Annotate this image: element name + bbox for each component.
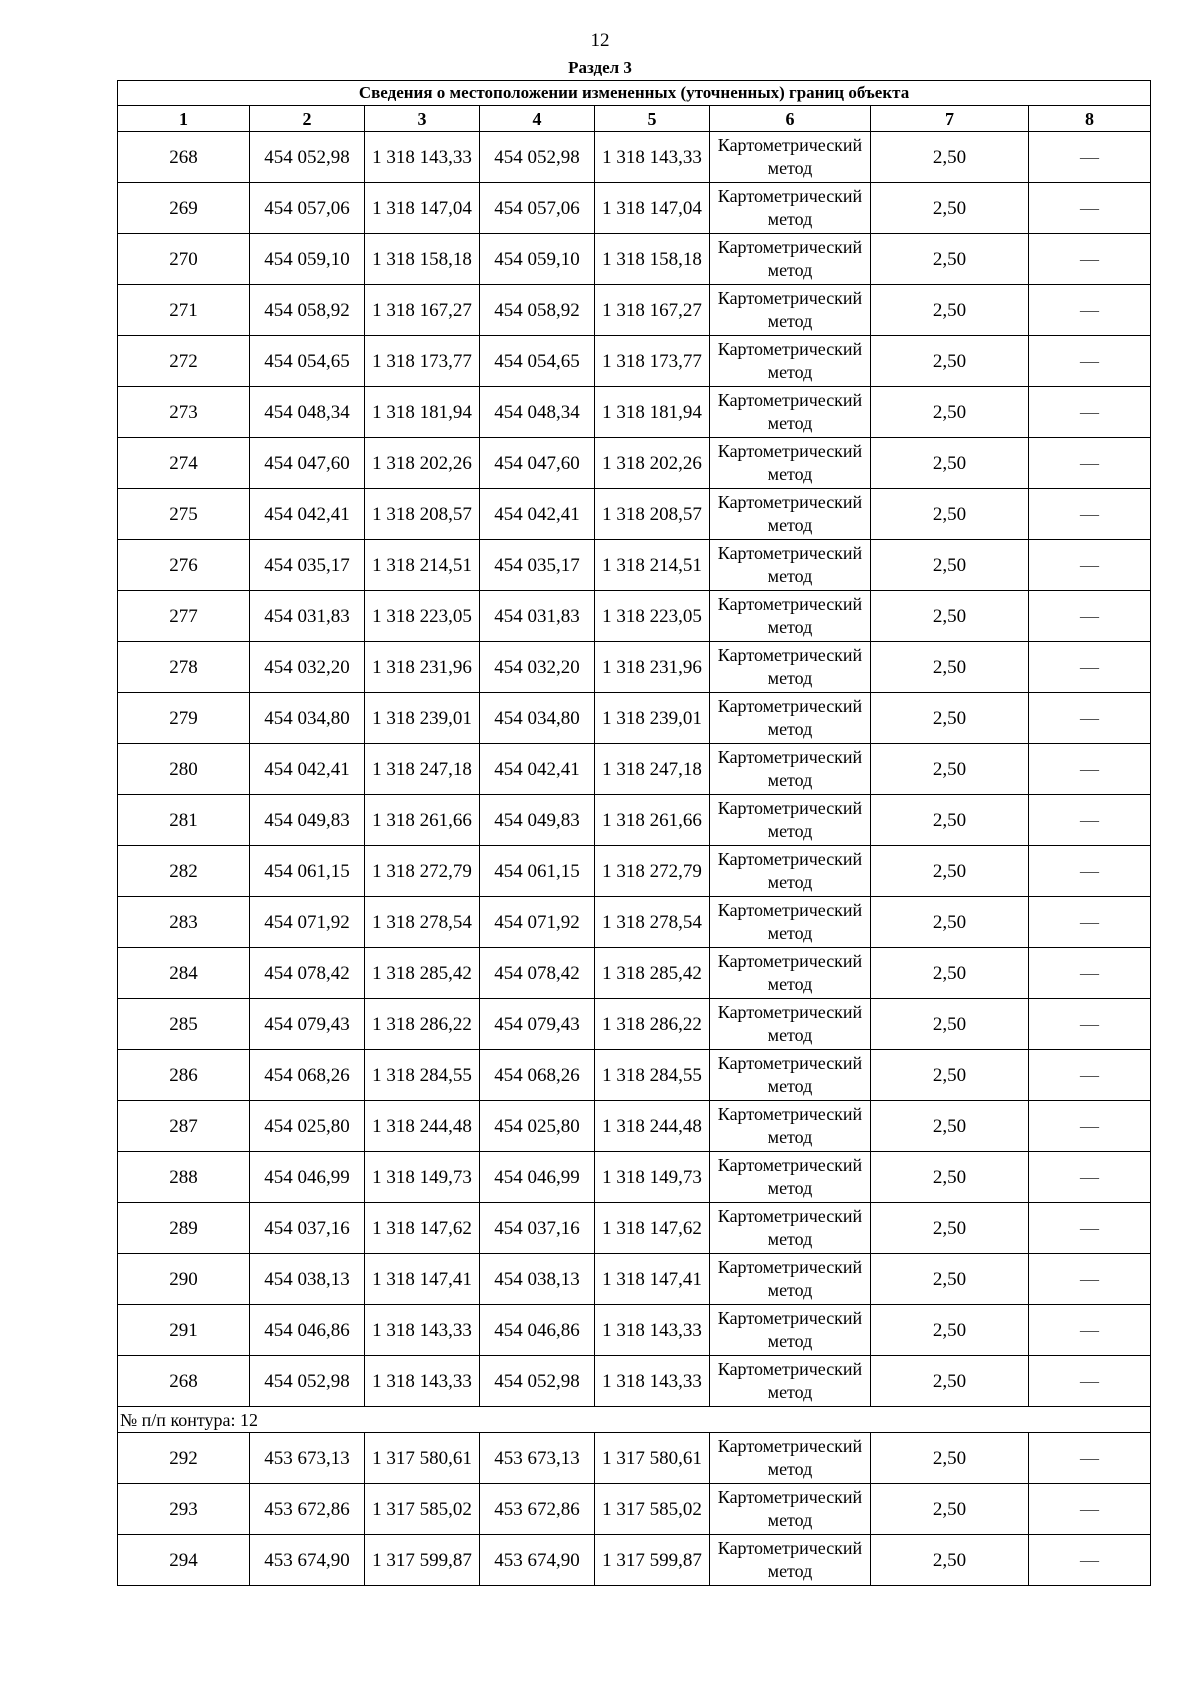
point-number-cell: 289	[118, 1203, 250, 1254]
coordinates-table	[117, 80, 1151, 1586]
existing-y-cell: 1 318 284,55	[365, 1050, 480, 1101]
existing-y-cell: 1 318 272,79	[365, 846, 480, 897]
existing-x-cell: 453 673,13	[250, 1433, 365, 1484]
refined-y-cell: 1 318 167,27	[595, 285, 710, 336]
refined-x-cell: 454 037,16	[480, 1203, 595, 1254]
refined-x-cell: 454 038,13	[480, 1254, 595, 1305]
refined-x-cell: 454 057,06	[480, 183, 595, 234]
table-row	[118, 897, 1151, 948]
description-cell: —	[1029, 438, 1151, 489]
refined-y-cell: 1 318 143,33	[595, 1356, 710, 1407]
description-cell: —	[1029, 1050, 1151, 1101]
existing-y-cell: 1 318 181,94	[365, 387, 480, 438]
point-number-cell: 270	[118, 234, 250, 285]
refined-y-cell: 1 318 286,22	[595, 999, 710, 1050]
existing-x-cell: 454 049,83	[250, 795, 365, 846]
existing-x-cell: 454 047,60	[250, 438, 365, 489]
refined-x-cell: 454 059,10	[480, 234, 595, 285]
table-row	[118, 1050, 1151, 1101]
point-number-cell: 291	[118, 1305, 250, 1356]
point-number-cell: 268	[118, 132, 250, 183]
existing-y-cell: 1 318 239,01	[365, 693, 480, 744]
refined-x-cell: 454 031,83	[480, 591, 595, 642]
existing-x-cell: 454 052,98	[250, 1356, 365, 1407]
refined-x-cell: 454 071,92	[480, 897, 595, 948]
table-body	[118, 132, 1151, 1586]
existing-y-cell: 1 318 143,33	[365, 1305, 480, 1356]
refined-x-cell: 453 673,13	[480, 1433, 595, 1484]
refined-y-cell: 1 318 143,33	[595, 1305, 710, 1356]
accuracy-cell: 2,50	[871, 591, 1029, 642]
description-cell: —	[1029, 591, 1151, 642]
existing-y-cell: 1 317 585,02	[365, 1484, 480, 1535]
table-row	[118, 285, 1151, 336]
accuracy-cell: 2,50	[871, 999, 1029, 1050]
description-cell: —	[1029, 1484, 1151, 1535]
table-row	[118, 1305, 1151, 1356]
table-row	[118, 1203, 1151, 1254]
point-number-cell: 280	[118, 744, 250, 795]
existing-x-cell: 454 078,42	[250, 948, 365, 999]
refined-y-cell: 1 318 223,05	[595, 591, 710, 642]
refined-y-cell: 1 318 261,66	[595, 795, 710, 846]
existing-y-cell: 1 318 244,48	[365, 1101, 480, 1152]
existing-y-cell: 1 318 147,04	[365, 183, 480, 234]
table-row	[118, 489, 1151, 540]
accuracy-cell: 2,50	[871, 1535, 1029, 1586]
accuracy-cell: 2,50	[871, 897, 1029, 948]
existing-y-cell: 1 318 208,57	[365, 489, 480, 540]
method-cell: Картометрический метод	[710, 285, 871, 336]
refined-y-cell: 1 318 147,41	[595, 1254, 710, 1305]
existing-x-cell: 454 068,26	[250, 1050, 365, 1101]
existing-y-cell: 1 318 278,54	[365, 897, 480, 948]
point-number-cell: 275	[118, 489, 250, 540]
point-number-cell: 287	[118, 1101, 250, 1152]
point-number-cell: 277	[118, 591, 250, 642]
accuracy-cell: 2,50	[871, 1050, 1029, 1101]
point-number-cell: 285	[118, 999, 250, 1050]
refined-x-cell: 454 046,86	[480, 1305, 595, 1356]
existing-x-cell: 454 031,83	[250, 591, 365, 642]
refined-y-cell: 1 318 147,62	[595, 1203, 710, 1254]
point-number-cell: 279	[118, 693, 250, 744]
refined-y-cell: 1 318 285,42	[595, 948, 710, 999]
refined-y-cell: 1 318 173,77	[595, 336, 710, 387]
existing-y-cell: 1 318 223,05	[365, 591, 480, 642]
refined-y-cell: 1 318 239,01	[595, 693, 710, 744]
existing-x-cell: 454 032,20	[250, 642, 365, 693]
description-cell: —	[1029, 285, 1151, 336]
accuracy-cell: 2,50	[871, 132, 1029, 183]
existing-x-cell: 454 058,92	[250, 285, 365, 336]
refined-x-cell: 454 079,43	[480, 999, 595, 1050]
method-cell: Картометрический метод	[710, 846, 871, 897]
accuracy-cell: 2,50	[871, 285, 1029, 336]
column-number: 7	[871, 106, 1029, 132]
accuracy-cell: 2,50	[871, 336, 1029, 387]
accuracy-cell: 2,50	[871, 1484, 1029, 1535]
point-number-cell: 294	[118, 1535, 250, 1586]
refined-y-cell: 1 318 147,04	[595, 183, 710, 234]
page-number: 12	[590, 30, 610, 51]
point-number-cell: 284	[118, 948, 250, 999]
table-row	[118, 336, 1151, 387]
column-number: 1	[118, 106, 250, 132]
point-number-cell: 286	[118, 1050, 250, 1101]
table-row	[118, 234, 1151, 285]
description-cell: —	[1029, 1101, 1151, 1152]
refined-y-cell: 1 318 143,33	[595, 132, 710, 183]
description-cell: —	[1029, 948, 1151, 999]
table-row	[118, 642, 1151, 693]
accuracy-cell: 2,50	[871, 489, 1029, 540]
point-number-cell: 269	[118, 183, 250, 234]
refined-x-cell: 454 035,17	[480, 540, 595, 591]
method-cell: Картометрический метод	[710, 744, 871, 795]
method-cell: Картометрический метод	[710, 948, 871, 999]
method-cell: Картометрический метод	[710, 591, 871, 642]
point-number-cell: 271	[118, 285, 250, 336]
table-row	[118, 948, 1151, 999]
refined-x-cell: 454 052,98	[480, 1356, 595, 1407]
existing-x-cell: 454 057,06	[250, 183, 365, 234]
refined-x-cell: 453 672,86	[480, 1484, 595, 1535]
description-cell: —	[1029, 1203, 1151, 1254]
existing-y-cell: 1 318 285,42	[365, 948, 480, 999]
description-cell: —	[1029, 1433, 1151, 1484]
description-cell: —	[1029, 489, 1151, 540]
existing-x-cell: 454 037,16	[250, 1203, 365, 1254]
table-caption: Сведения о местоположении измененных (уточненных) границ объекта	[118, 81, 1151, 106]
refined-x-cell: 454 046,99	[480, 1152, 595, 1203]
method-cell: Картометрический метод	[710, 540, 871, 591]
table-row	[118, 132, 1151, 183]
existing-y-cell: 1 317 599,87	[365, 1535, 480, 1586]
accuracy-cell: 2,50	[871, 387, 1029, 438]
refined-y-cell: 1 318 272,79	[595, 846, 710, 897]
refined-x-cell: 454 034,80	[480, 693, 595, 744]
accuracy-cell: 2,50	[871, 1152, 1029, 1203]
refined-x-cell: 454 078,42	[480, 948, 595, 999]
method-cell: Картометрический метод	[710, 1356, 871, 1407]
column-number: 2	[250, 106, 365, 132]
accuracy-cell: 2,50	[871, 1203, 1029, 1254]
accuracy-cell: 2,50	[871, 438, 1029, 489]
method-cell: Картометрический метод	[710, 1152, 871, 1203]
point-number-cell: 272	[118, 336, 250, 387]
existing-x-cell: 454 059,10	[250, 234, 365, 285]
existing-x-cell: 454 061,15	[250, 846, 365, 897]
method-cell: Картометрический метод	[710, 1254, 871, 1305]
point-number-cell: 276	[118, 540, 250, 591]
table-row	[118, 744, 1151, 795]
method-cell: Картометрический метод	[710, 1050, 871, 1101]
accuracy-cell: 2,50	[871, 642, 1029, 693]
method-cell: Картометрический метод	[710, 1101, 871, 1152]
refined-x-cell: 454 052,98	[480, 132, 595, 183]
point-number-cell: 293	[118, 1484, 250, 1535]
method-cell: Картометрический метод	[710, 897, 871, 948]
refined-y-cell: 1 318 149,73	[595, 1152, 710, 1203]
refined-y-cell: 1 318 214,51	[595, 540, 710, 591]
refined-x-cell: 454 058,92	[480, 285, 595, 336]
accuracy-cell: 2,50	[871, 744, 1029, 795]
refined-x-cell: 454 047,60	[480, 438, 595, 489]
refined-y-cell: 1 318 202,26	[595, 438, 710, 489]
table-row	[118, 438, 1151, 489]
description-cell: —	[1029, 999, 1151, 1050]
point-number-cell: 273	[118, 387, 250, 438]
method-cell: Картометрический метод	[710, 336, 871, 387]
existing-y-cell: 1 318 143,33	[365, 1356, 480, 1407]
point-number-cell: 278	[118, 642, 250, 693]
point-number-cell: 290	[118, 1254, 250, 1305]
refined-y-cell: 1 318 231,96	[595, 642, 710, 693]
point-number-cell: 274	[118, 438, 250, 489]
description-cell: —	[1029, 795, 1151, 846]
description-cell: —	[1029, 897, 1151, 948]
existing-x-cell: 454 035,17	[250, 540, 365, 591]
existing-x-cell: 454 054,65	[250, 336, 365, 387]
existing-y-cell: 1 318 173,77	[365, 336, 480, 387]
description-cell: —	[1029, 1305, 1151, 1356]
existing-x-cell: 454 042,41	[250, 744, 365, 795]
existing-y-cell: 1 318 202,26	[365, 438, 480, 489]
method-cell: Картометрический метод	[710, 1484, 871, 1535]
accuracy-cell: 2,50	[871, 234, 1029, 285]
existing-x-cell: 453 674,90	[250, 1535, 365, 1586]
refined-y-cell: 1 317 599,87	[595, 1535, 710, 1586]
column-number: 4	[480, 106, 595, 132]
existing-y-cell: 1 317 580,61	[365, 1433, 480, 1484]
description-cell: —	[1029, 540, 1151, 591]
accuracy-cell: 2,50	[871, 540, 1029, 591]
existing-x-cell: 454 046,86	[250, 1305, 365, 1356]
point-number-cell: 288	[118, 1152, 250, 1203]
column-number: 3	[365, 106, 480, 132]
table-row	[118, 1535, 1151, 1586]
refined-y-cell: 1 318 208,57	[595, 489, 710, 540]
method-cell: Картометрический метод	[710, 795, 871, 846]
method-cell: Картометрический метод	[710, 234, 871, 285]
method-cell: Картометрический метод	[710, 132, 871, 183]
existing-y-cell: 1 318 261,66	[365, 795, 480, 846]
description-cell: —	[1029, 642, 1151, 693]
refined-y-cell: 1 318 244,48	[595, 1101, 710, 1152]
description-cell: —	[1029, 132, 1151, 183]
refined-x-cell: 453 674,90	[480, 1535, 595, 1586]
description-cell: —	[1029, 693, 1151, 744]
table-row	[118, 1254, 1151, 1305]
accuracy-cell: 2,50	[871, 693, 1029, 744]
refined-x-cell: 454 032,20	[480, 642, 595, 693]
existing-y-cell: 1 318 158,18	[365, 234, 480, 285]
refined-y-cell: 1 318 181,94	[595, 387, 710, 438]
description-cell: —	[1029, 183, 1151, 234]
existing-x-cell: 454 079,43	[250, 999, 365, 1050]
description-cell: —	[1029, 846, 1151, 897]
description-cell: —	[1029, 336, 1151, 387]
point-number-cell: 282	[118, 846, 250, 897]
table-row	[118, 183, 1151, 234]
table-row	[118, 591, 1151, 642]
accuracy-cell: 2,50	[871, 1254, 1029, 1305]
contour-label: № п/п контура: 12	[118, 1407, 1151, 1433]
description-cell: —	[1029, 1152, 1151, 1203]
description-cell: —	[1029, 1254, 1151, 1305]
method-cell: Картометрический метод	[710, 693, 871, 744]
accuracy-cell: 2,50	[871, 1101, 1029, 1152]
table-row	[118, 693, 1151, 744]
refined-y-cell: 1 318 284,55	[595, 1050, 710, 1101]
existing-y-cell: 1 318 214,51	[365, 540, 480, 591]
existing-x-cell: 454 034,80	[250, 693, 365, 744]
description-cell: —	[1029, 387, 1151, 438]
refined-y-cell: 1 318 158,18	[595, 234, 710, 285]
existing-x-cell: 454 052,98	[250, 132, 365, 183]
accuracy-cell: 2,50	[871, 846, 1029, 897]
existing-x-cell: 454 071,92	[250, 897, 365, 948]
refined-x-cell: 454 068,26	[480, 1050, 595, 1101]
method-cell: Картометрический метод	[710, 183, 871, 234]
column-number: 6	[710, 106, 871, 132]
existing-y-cell: 1 318 143,33	[365, 132, 480, 183]
method-cell: Картометрический метод	[710, 1535, 871, 1586]
point-number-cell: 281	[118, 795, 250, 846]
accuracy-cell: 2,50	[871, 948, 1029, 999]
existing-y-cell: 1 318 167,27	[365, 285, 480, 336]
contour-label-row	[118, 1407, 1151, 1433]
existing-x-cell: 454 038,13	[250, 1254, 365, 1305]
method-cell: Картометрический метод	[710, 642, 871, 693]
table-row	[118, 1356, 1151, 1407]
existing-y-cell: 1 318 149,73	[365, 1152, 480, 1203]
existing-y-cell: 1 318 147,41	[365, 1254, 480, 1305]
method-cell: Картометрический метод	[710, 1203, 871, 1254]
table-row	[118, 999, 1151, 1050]
refined-y-cell: 1 318 278,54	[595, 897, 710, 948]
table-row	[118, 540, 1151, 591]
accuracy-cell: 2,50	[871, 1433, 1029, 1484]
column-number: 5	[595, 106, 710, 132]
method-cell: Картометрический метод	[710, 489, 871, 540]
method-cell: Картометрический метод	[710, 438, 871, 489]
method-cell: Картометрический метод	[710, 1433, 871, 1484]
description-cell: —	[1029, 744, 1151, 795]
accuracy-cell: 2,50	[871, 1356, 1029, 1407]
table-row	[118, 1101, 1151, 1152]
point-number-cell: 268	[118, 1356, 250, 1407]
table-row	[118, 1152, 1151, 1203]
existing-y-cell: 1 318 286,22	[365, 999, 480, 1050]
refined-x-cell: 454 054,65	[480, 336, 595, 387]
existing-x-cell: 453 672,86	[250, 1484, 365, 1535]
method-cell: Картометрический метод	[710, 1305, 871, 1356]
existing-y-cell: 1 318 247,18	[365, 744, 480, 795]
existing-x-cell: 454 042,41	[250, 489, 365, 540]
accuracy-cell: 2,50	[871, 795, 1029, 846]
point-number-cell: 292	[118, 1433, 250, 1484]
accuracy-cell: 2,50	[871, 1305, 1029, 1356]
table-row	[118, 846, 1151, 897]
description-cell: —	[1029, 234, 1151, 285]
table-row	[118, 1484, 1151, 1535]
table-row	[118, 1433, 1151, 1484]
section-title: Раздел 3	[568, 58, 632, 77]
existing-x-cell: 454 048,34	[250, 387, 365, 438]
description-cell: —	[1029, 1535, 1151, 1586]
refined-x-cell: 454 048,34	[480, 387, 595, 438]
refined-x-cell: 454 049,83	[480, 795, 595, 846]
refined-x-cell: 454 061,15	[480, 846, 595, 897]
refined-x-cell: 454 042,41	[480, 744, 595, 795]
existing-y-cell: 1 318 231,96	[365, 642, 480, 693]
point-number-cell: 283	[118, 897, 250, 948]
method-cell: Картометрический метод	[710, 387, 871, 438]
existing-y-cell: 1 318 147,62	[365, 1203, 480, 1254]
refined-x-cell: 454 042,41	[480, 489, 595, 540]
accuracy-cell: 2,50	[871, 183, 1029, 234]
refined-y-cell: 1 318 247,18	[595, 744, 710, 795]
refined-y-cell: 1 317 585,02	[595, 1484, 710, 1535]
existing-x-cell: 454 046,99	[250, 1152, 365, 1203]
column-number: 8	[1029, 106, 1151, 132]
table-row	[118, 387, 1151, 438]
existing-x-cell: 454 025,80	[250, 1101, 365, 1152]
refined-x-cell: 454 025,80	[480, 1101, 595, 1152]
table-row	[118, 795, 1151, 846]
refined-y-cell: 1 317 580,61	[595, 1433, 710, 1484]
method-cell: Картометрический метод	[710, 999, 871, 1050]
description-cell: —	[1029, 1356, 1151, 1407]
